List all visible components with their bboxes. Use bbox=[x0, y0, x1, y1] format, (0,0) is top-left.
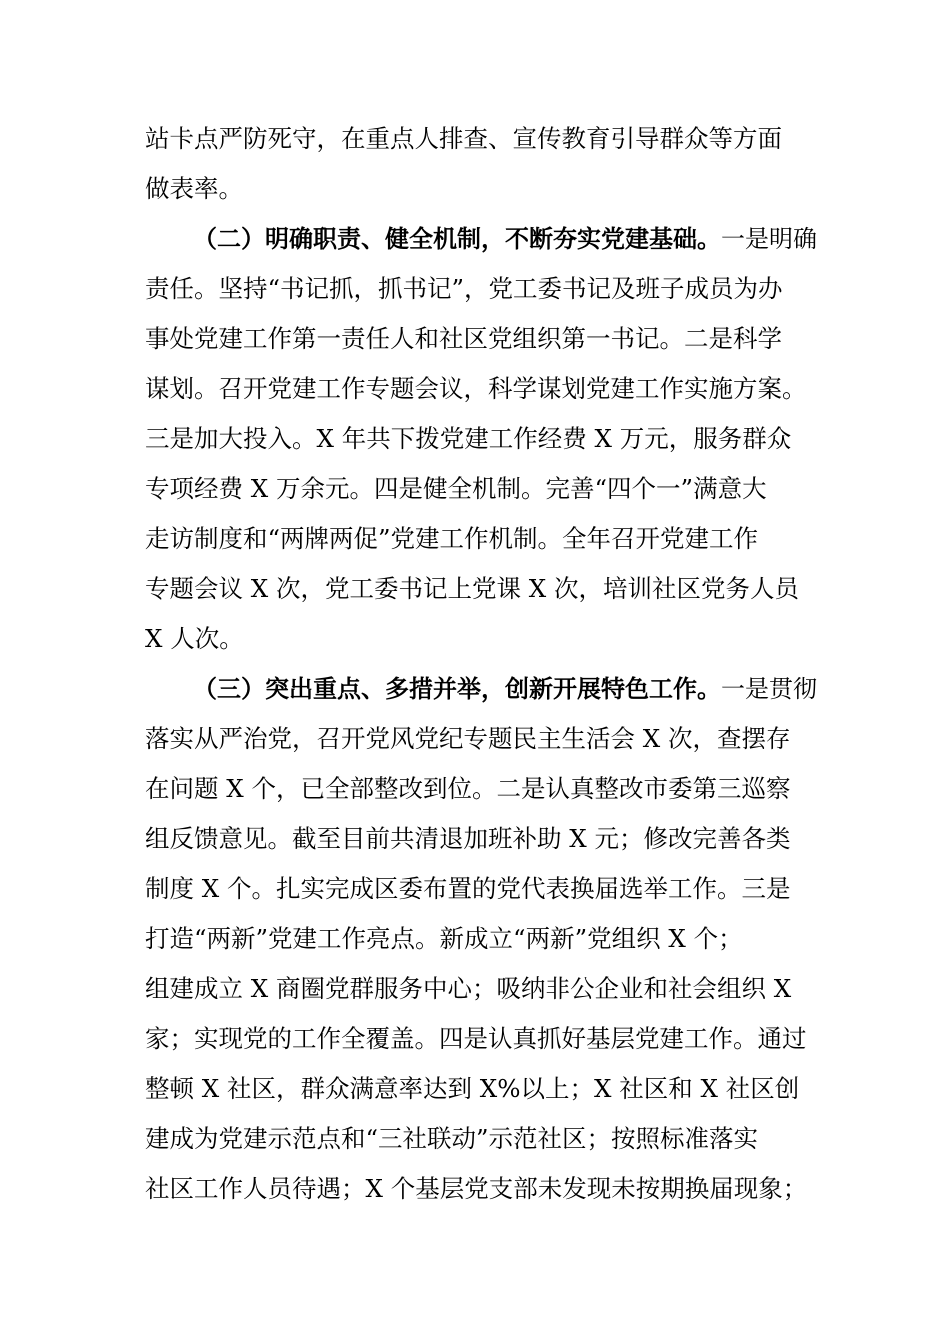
text-line: X 人次。 bbox=[145, 624, 244, 653]
text-line: 在问题 X 个，已全部整改到位。二是认真整改市委第三巡察 bbox=[145, 774, 791, 803]
text-line: 社区工作人员待遇；X 个基层党支部未发现未按期换届现象； bbox=[145, 1174, 808, 1203]
text-line: 谋划。召开党建工作专题会议，科学谋划党建工作实施方案。 bbox=[145, 374, 807, 403]
text-line: 落实从严治党，召开党风党纪专题民主生活会 X 次，查摆存 bbox=[145, 724, 791, 753]
text-line: 专项经费 X 万余元。四是健全机制。完善“四个一”满意大 bbox=[145, 474, 767, 503]
section-2-heading: （二）明确职责、健全机制，不断夯实党建基础。 bbox=[193, 224, 721, 253]
text-line: 组反馈意见。截至目前共清退加班补助 X 元；修改完善各类 bbox=[145, 824, 791, 853]
text-line: 责任。坚持“书记抓，抓书记”，党工委书记及班子成员为办 bbox=[145, 274, 783, 303]
text-line: 专题会议 X 次，党工委书记上党课 X 次，培训社区党务人员 bbox=[145, 574, 800, 603]
section-3-first-line bbox=[193, 664, 825, 714]
text-line: 制度 X 个。扎实完成区委布置的党代表换届选举工作。三是 bbox=[145, 874, 791, 903]
text-line: 家；实现党的工作全覆盖。四是认真抓好基层党建工作。通过 bbox=[145, 1024, 807, 1053]
text-line: 组建成立 X 商圈党群服务中心；吸纳非公企业和社会组织 X bbox=[145, 974, 792, 1003]
text-line: 做表率。 bbox=[145, 174, 243, 203]
text-line: 站卡点严防死守，在重点人排查、宣传教育引导群众等方面 bbox=[145, 124, 782, 153]
text-line: 事处党建工作第一责任人和社区党组织第一书记。二是科学 bbox=[145, 324, 782, 353]
section-3-heading: （三）突出重点、多措并举，创新开展特色工作。 bbox=[193, 674, 721, 703]
section-2-first-line bbox=[193, 214, 825, 264]
text-line: 打造“两新”党建工作亮点。新成立“两新”党组织 X 个； bbox=[145, 924, 743, 953]
text-line: 三是加大投入。X 年共下拨党建工作经费 X 万元，服务群众 bbox=[145, 424, 792, 453]
section-3-text: 一是贯彻 bbox=[721, 675, 817, 703]
section-2-text: 一是明确 bbox=[721, 225, 817, 253]
text-line: 建成为党建示范点和“三社联动”示范社区；按照标准落实 bbox=[145, 1124, 759, 1153]
text-line: 整顿 X 社区，群众满意率达到 X%以上；X 社区和 X 社区创 bbox=[145, 1074, 800, 1103]
text-line: 走访制度和“两牌两促”党建工作机制。全年召开党建工作 bbox=[145, 524, 759, 553]
